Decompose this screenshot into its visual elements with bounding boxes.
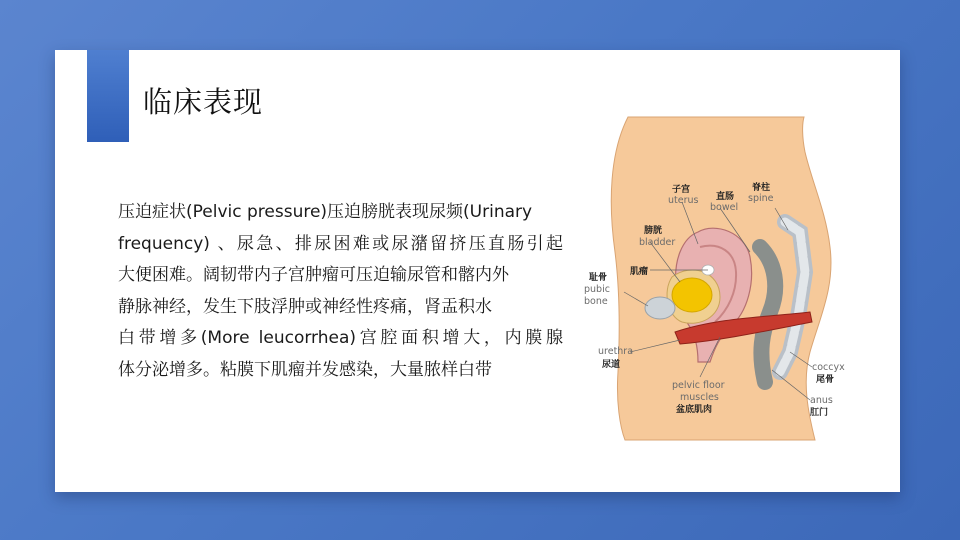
label-bowel-cn: 直肠 [716, 192, 735, 202]
paragraph-line: 压迫症状(Pelvic pressure)压迫膀胱表现尿频(Urinary [118, 202, 533, 222]
paragraph-line: 大便困难。阔韧带内子宫肿瘤可压迫输尿管和髂内外 [118, 265, 509, 285]
label-pelvic-cn: 盆底肌肉 [676, 405, 713, 415]
label-spine-cn: 脊柱 [752, 183, 771, 193]
label-coccyx-cn: 尾骨 [816, 375, 835, 385]
title-accent-bar [87, 50, 129, 142]
pubic-bone-shape [645, 297, 675, 319]
label-bowel-en: bowel [710, 202, 739, 213]
label-pelvic-en2: muscles [680, 392, 719, 403]
label-fibroid-cn: 肌瘤 [630, 267, 649, 277]
label-pubic-en2: bone [584, 296, 608, 307]
label-bladder-en: bladder [639, 237, 676, 248]
label-anus-cn: 肛门 [810, 408, 829, 418]
label-pelvic-en1: pelvic floor [672, 380, 725, 391]
slide-title: 临床表现 [143, 85, 264, 119]
symptoms-paragraph [118, 197, 563, 386]
fibroid-shape [672, 278, 712, 312]
paragraph-line: 体分泌增多。粘膜下肌瘤并发感染，大量脓样白带 [118, 359, 492, 380]
paragraph-line: 白带增多(More leucorrhea)宫腔面积增大，内膜腺 [118, 328, 563, 348]
label-pubic-en1: pubic [584, 284, 610, 295]
pelvic-anatomy-diagram [580, 112, 850, 442]
label-uterus-en: uterus [668, 195, 699, 206]
label-coccyx-en: coccyx [812, 362, 845, 373]
label-urethra-en: urethra [598, 346, 634, 357]
label-anus-en: anus [810, 395, 833, 406]
paragraph-line: 静脉神经，发生下肢浮肿或神经性疼痛，肾盂积水 [118, 296, 492, 317]
label-bladder-cn: 膀胱 [644, 226, 663, 236]
label-urethra-cn: 尿道 [602, 360, 621, 370]
paragraph-line: frequency) 、尿急、排尿困难或尿潴留挤压直肠引起 [118, 233, 563, 254]
label-uterus-cn: 子宫 [672, 185, 691, 195]
label-spine-en: spine [748, 193, 774, 204]
label-pubic-cn: 耻骨 [589, 273, 608, 283]
